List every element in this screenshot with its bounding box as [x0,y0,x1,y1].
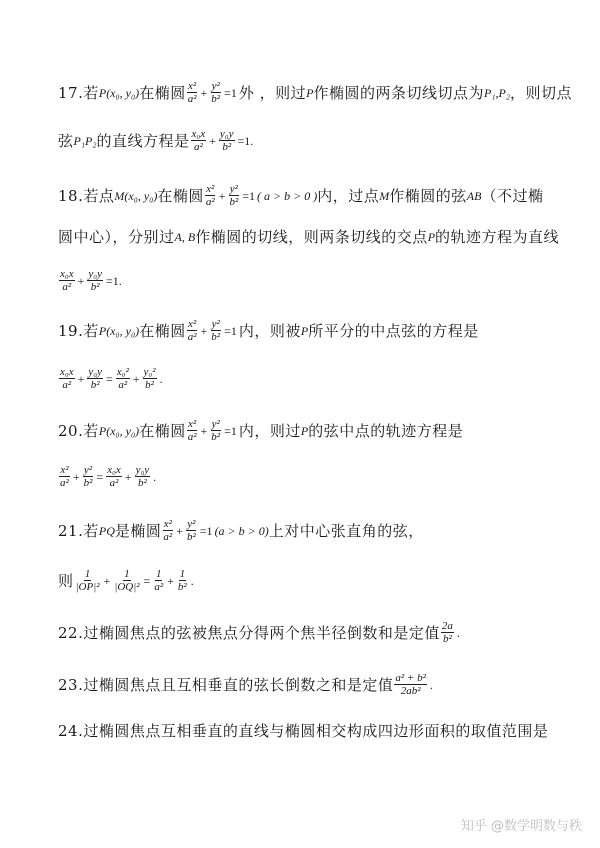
fraction-denominator: b² [222,141,232,153]
fraction-numerator: y² [187,518,196,530]
fraction-denominator: a² [205,196,215,208]
fraction [219,128,235,153]
fraction-numerator: x² [188,80,197,92]
item-18-line-1 [58,183,560,208]
fraction-denominator: a² [154,581,164,593]
body-text: 在椭圆 [157,186,204,205]
math-operator: =1 [224,423,237,438]
math-operator: + [167,573,174,588]
fraction-denominator: a² [62,379,72,391]
fraction-denominator: a² [163,531,173,543]
math-operator: + [124,469,132,484]
body-text: 20.若 [58,421,99,440]
fraction [191,128,207,153]
item-20-line-2 [58,464,560,489]
fraction [143,366,157,391]
fraction-numerator: x₀² [116,366,129,378]
fraction-numerator: 1 [124,568,130,580]
fraction-numerator: x₀x [191,128,206,140]
fraction-numerator: 2a [441,620,453,632]
math-symbol: P(x₀, y₀) [98,423,140,438]
body-text: 23.过椭圆焦点且互相垂直的弦长倒数之和是定值 [58,675,394,694]
body-text: 19.若 [58,321,99,340]
math-operator: . [159,371,163,386]
body-text: 24.过椭圆焦点互相垂直的直线与椭圆相交构成四边形面积的取值范围是 [58,722,549,740]
body-text: 弦 [58,131,74,150]
fraction-numerator: y² [229,183,238,195]
item-24-line [58,720,560,742]
item-20-line-1 [58,418,560,443]
body-text: 作椭圆的两条切线切点为 [313,83,485,102]
fraction-denominator: |OQ|² [114,581,140,593]
fraction [135,464,151,489]
math-operator: + [72,469,80,484]
fraction-numerator: 1 [84,568,91,580]
fraction-denominator: a² [62,281,72,293]
math-operator: + [77,371,85,386]
math-symbol: P(x₀, y₀) [98,85,140,100]
fraction-denominator: b² [90,379,100,391]
fraction-numerator: x² [188,418,197,430]
item-22-line [58,620,560,645]
body-text: 内，则过 [238,421,301,440]
math-symbol: M(x₀, y₀) [114,188,158,203]
math-symbol: ( a > b > 0 ) [257,188,318,203]
fraction-denominator: b² [211,331,221,343]
math-symbol: PQ [98,523,115,538]
fraction-numerator: y² [211,80,220,92]
math-operator: . [456,625,460,640]
fraction-denominator: b² [211,93,221,105]
body-text: 是椭圆 [114,521,162,540]
fraction [187,80,198,105]
math-operator: =1 [199,523,213,538]
math-operator: + [103,573,111,588]
body-text: 的轨迹方程为直线 [435,228,560,246]
body-text: （不过椭 [481,186,544,205]
body-text: 外 ，则过 [238,83,307,102]
body-text: 作椭圆的弦 [389,186,467,205]
watermark-text: 知乎 @数学明数与秩 [460,819,582,834]
fraction [228,183,239,208]
fraction-numerator: x₀x [107,464,121,476]
fraction-numerator: y₀y [135,464,150,476]
math-symbol: P₁P₂ [73,133,97,148]
math-symbol: P(x₀, y₀) [98,323,140,338]
fraction [162,518,173,543]
fraction [177,568,188,593]
body-text: 22.过椭圆焦点的弦被焦点分得两个焦半径倒数和是定值 [58,623,440,642]
body-text: 作椭圆的切线，则两条切线的交点 [195,228,428,246]
fraction [116,366,130,391]
math-symbol: P [306,85,314,100]
math-operator: =1 [224,323,237,338]
body-text: 21.若 [58,521,99,540]
math-symbol: P [300,323,309,338]
fraction-denominator: a² [60,477,69,489]
item-18-line-2 [58,226,560,248]
fraction [59,366,75,391]
fraction-numerator: y₀y [88,366,102,378]
math-symbol: (a > b > 0) [214,523,269,538]
fraction-numerator: y₀y [88,268,102,280]
fraction [83,464,94,489]
fraction-denominator: b² [83,477,93,489]
fraction [210,418,221,443]
fraction [75,568,101,593]
item-18-line-3 [58,268,560,293]
math-symbol: P₁,P₂ [484,85,511,100]
math-symbol: M [379,188,390,203]
fraction-numerator: x² [163,518,172,530]
fraction-denominator: 2ab² [400,685,421,697]
math-operator: . [190,573,194,588]
fraction [205,183,216,208]
math-operator: =1. [105,273,122,288]
math-operator: = [105,371,113,386]
fraction-denominator: a² [193,141,203,153]
item-23-line [58,672,560,697]
fraction [153,568,164,593]
fraction-numerator: 1 [155,568,162,580]
item-21-line-2 [58,568,560,593]
fraction-numerator: y² [83,464,93,476]
fraction-numerator: a² + b² [395,672,426,684]
fraction-denominator: b² [211,431,221,443]
fraction [394,672,427,697]
math-operator: + [132,371,140,386]
math-operator: + [176,523,183,538]
math-operator: = [96,469,104,484]
body-text: 17.若 [58,83,99,102]
math-operator: =1 [242,188,256,203]
body-text: 内，则被 [238,321,301,340]
fraction-denominator: a² [109,477,119,489]
fraction-numerator: 1 [179,568,186,580]
fraction [187,418,198,443]
math-operator: + [200,323,208,338]
fraction-denominator: b² [229,196,239,208]
math-operator: + [209,133,216,148]
item-21-line-1 [58,518,560,543]
item-17-line-2 [58,128,560,153]
math-symbol: A, B [174,230,196,244]
body-text: 的直线方程是 [96,131,190,150]
fraction-denominator: b² [145,379,154,391]
item-19-line-2 [58,366,560,391]
body-text: 18.若点 [58,186,115,205]
fraction-denominator: b² [177,581,187,593]
fraction [59,464,70,489]
fraction-denominator: a² [187,93,197,105]
body-text: ，则切点 [510,83,573,102]
fraction [106,464,122,489]
math-symbol: AB [466,188,482,203]
math-operator: =1 [224,85,237,100]
math-operator: . [429,677,433,692]
math-operator: + [218,188,226,203]
body-text: 上对中心张直角的弦， [268,521,424,540]
fraction-numerator: y² [211,318,220,330]
item-19-line-1 [58,318,560,343]
fraction-denominator: |OP|² [75,581,100,593]
body-text: 圆中心），分别过 [58,228,175,246]
math-symbol: P [427,230,436,244]
fraction [113,568,140,593]
math-operator: + [77,273,85,288]
fraction [441,620,454,645]
fraction [187,318,198,343]
math-symbol: P [300,423,309,438]
fraction-numerator: x² [60,464,69,476]
body-text: 内，过点 [317,186,380,205]
fraction-denominator: a² [118,379,128,391]
fraction-denominator: b² [90,281,100,293]
fraction-numerator: y₀² [143,366,156,378]
fraction [210,80,221,105]
fraction-numerator: x₀x [60,268,74,280]
math-operator: = [143,573,151,588]
fraction-denominator: a² [187,331,197,343]
math-operator: . [153,469,157,484]
body-text: 所平分的中点弦的方程是 [308,321,479,340]
fraction-numerator: y₀y [219,128,234,140]
fraction-numerator: x² [206,183,215,195]
fraction-denominator: b² [137,477,147,489]
fraction [59,268,75,293]
fraction [186,518,197,543]
math-operator: + [200,423,208,438]
fraction-denominator: b² [442,633,452,645]
body-text: 在椭圆 [139,321,186,340]
body-text: 在椭圆 [139,421,186,440]
fraction-numerator: y² [211,418,220,430]
body-text: 则 [58,571,74,590]
math-operator: =1. [237,133,254,148]
fraction-denominator: b² [186,531,196,543]
math-operator: + [200,85,208,100]
fraction-denominator: a² [187,431,197,443]
body-text: 在椭圆 [139,83,186,102]
fraction [87,366,103,391]
body-text: 的弦中点的轨迹方程是 [308,421,464,440]
fraction [210,318,221,343]
fraction [87,268,103,293]
fraction-numerator: x₀x [60,366,74,378]
fraction-numerator: x² [188,318,197,330]
item-17-line-1 [58,80,573,105]
